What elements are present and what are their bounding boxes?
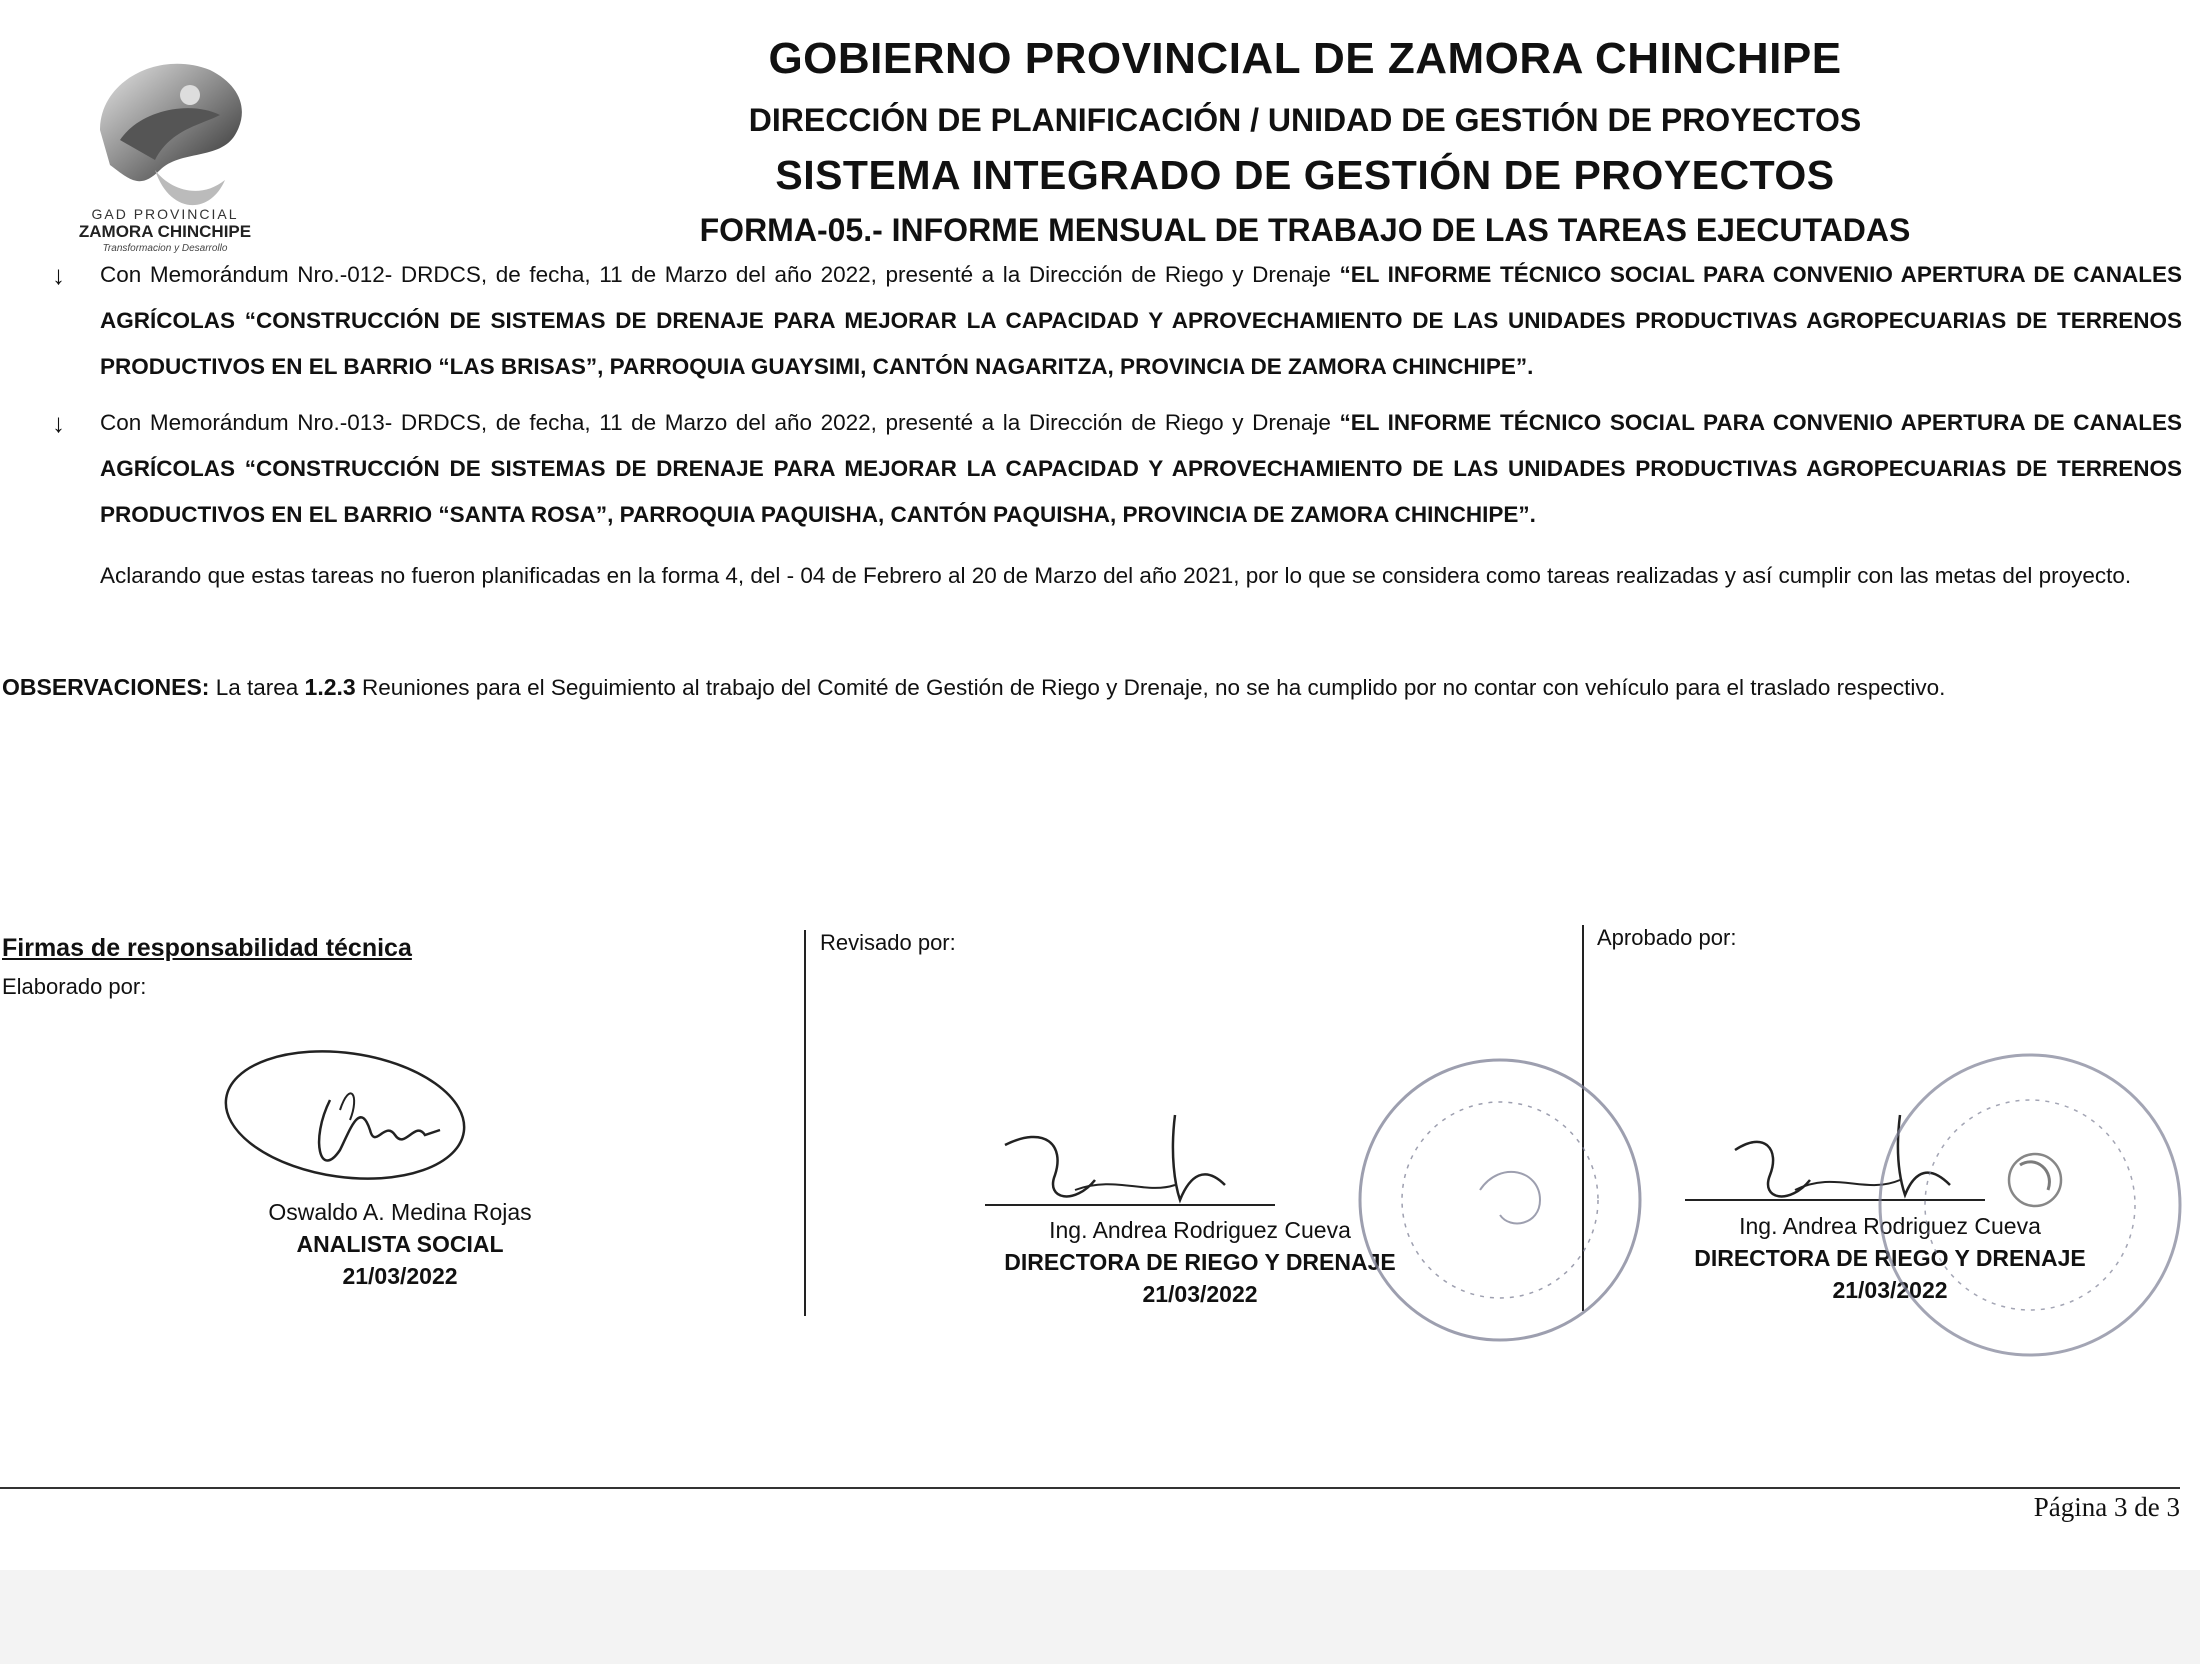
list-item xyxy=(52,400,2182,538)
form-title: FORMA-05.- INFORME MENSUAL DE TRABAJO DE LAS TAREAS EJECUTADAS xyxy=(699,212,1911,248)
aprobado-name: Ing. Andrea Rodriguez Cueva xyxy=(1739,1213,2041,1239)
revisado-name: Ing. Andrea Rodriguez Cueva xyxy=(1049,1217,1351,1243)
elaborado-name: Oswaldo A. Medina Rojas xyxy=(268,1199,532,1225)
list-item-lead: Con Memorándum Nro.-013- DRDCS, de fecha, 11 de Marzo del año 2022, presenté a la Dirección de Riego y Drenaje xyxy=(100,410,1340,435)
aprobado-label: Aprobado por: xyxy=(1597,925,1737,950)
list-item xyxy=(52,252,2182,390)
revisado-role: DIRECTORA DE RIEGO Y DRENAJE xyxy=(1004,1249,1396,1275)
aprobado-date: 21/03/2022 xyxy=(1832,1277,1948,1303)
list-item-bold: “EL INFORME TÉCNICO SOCIAL PARA CONVENIO APERTURA DE CANALES AGRÍCOLAS “CONSTRUCCIÓN DE SISTEMAS DE DRENAJE PARA MEJORAR LA CAPACIDAD Y APROVECHAMIENTO DE LAS UNIDADES PRODUCTIVAS AGROPECUARIAS DE TERRENOS PRODUCTIVOS EN EL BARRIO “LAS BRISAS”, PARROQUIA GUAYSIMI, CANTÓN NAGARITZA, PROVINCIA DE ZAMORA CHINCHIPE”. xyxy=(100,262,2182,379)
logo-line-2: ZAMORA CHINCHIPE xyxy=(78,222,252,241)
document-title: GOBIERNO PROVINCIAL DE ZAMORA CHINCHIPE xyxy=(768,34,1842,83)
elaborado-signatory xyxy=(215,1196,585,1292)
footer-rule xyxy=(0,1487,2180,1489)
document-subtitle: DIRECCIÓN DE PLANIFICACIÓN / UNIDAD DE GESTIÓN DE PROYECTOS xyxy=(748,102,1862,138)
list-item-bold: “EL INFORME TÉCNICO SOCIAL PARA CONVENIO APERTURA DE CANALES AGRÍCOLAS “CONSTRUCCIÓN DE SISTEMAS DE DRENAJE PARA MEJORAR LA CAPACIDAD Y APROVECHAMIENTO DE LAS UNIDADES PRODUCTIVAS AGROPECUARIAS DE TERRENOS PRODUCTIVOS EN EL BARRIO “SANTA ROSA”, PARROQUIA PAQUISHA, CANTÓN PAQUISHA, PROVINCIA DE ZAMORA CHINCHIPE”. xyxy=(100,410,2182,527)
list-item-lead: Con Memorándum Nro.-012- DRDCS, de fecha, 11 de Marzo del año 2022, presenté a la Dirección de Riego y Drenaje xyxy=(100,262,1340,287)
logo-line-1: GAD PROVINCIAL xyxy=(91,206,239,222)
revisado-label: Revisado por: xyxy=(820,930,956,955)
signature-medina-icon xyxy=(210,1040,500,1210)
clarification-note: Aclarando que estas tareas no fueron planificadas en la forma 4, del - 04 de Febrero al 20 de Marzo del año 2021, por lo que se considera como tareas realizadas y así cumplir con las metas del proyecto. xyxy=(100,563,2132,588)
observations-task: 1.2.3 xyxy=(304,674,356,700)
elaborado-role: ANALISTA SOCIAL xyxy=(296,1231,504,1257)
arrow-down-icon: ↓ xyxy=(52,260,65,290)
elaborado-date: 21/03/2022 xyxy=(342,1263,458,1289)
signature-rodriguez-icon xyxy=(975,1105,1285,1225)
observations-text: Reuniones para el Seguimiento al trabajo del Comité de Gestión de Riego y Drenaje, no se ha cumplido por no contar con vehículo para el traslado respectivo. xyxy=(355,675,1946,700)
official-stamp-icon xyxy=(1350,1050,1650,1350)
page-number: Página 3 de 3 xyxy=(2033,1492,2180,1522)
revisado-signatory xyxy=(990,1214,1410,1310)
system-title: SISTEMA INTEGRADO DE GESTIÓN DE PROYECTOS xyxy=(775,152,1835,198)
observations xyxy=(2,674,2182,701)
observations-label: OBSERVACIONES: xyxy=(2,674,210,700)
elaborado-label: Elaborado por: xyxy=(2,974,147,999)
arrow-down-icon: ↓ xyxy=(52,408,65,438)
logo-line-3: Transformacion y Desarrollo xyxy=(102,243,228,254)
list-item-text xyxy=(100,252,2182,390)
observations-prefix: La tarea xyxy=(209,675,305,700)
scan-margin xyxy=(0,1570,2200,1664)
signatures-title: Firmas de responsabilidad técnica xyxy=(2,934,412,962)
list-item-text xyxy=(100,400,2182,538)
column-divider xyxy=(804,930,806,1316)
official-stamp-icon xyxy=(1870,1045,2190,1365)
aprobado-role: DIRECTORA DE RIEGO Y DRENAJE xyxy=(1694,1245,2086,1271)
revisado-date: 21/03/2022 xyxy=(1142,1281,1258,1307)
gad-logo xyxy=(60,40,280,265)
